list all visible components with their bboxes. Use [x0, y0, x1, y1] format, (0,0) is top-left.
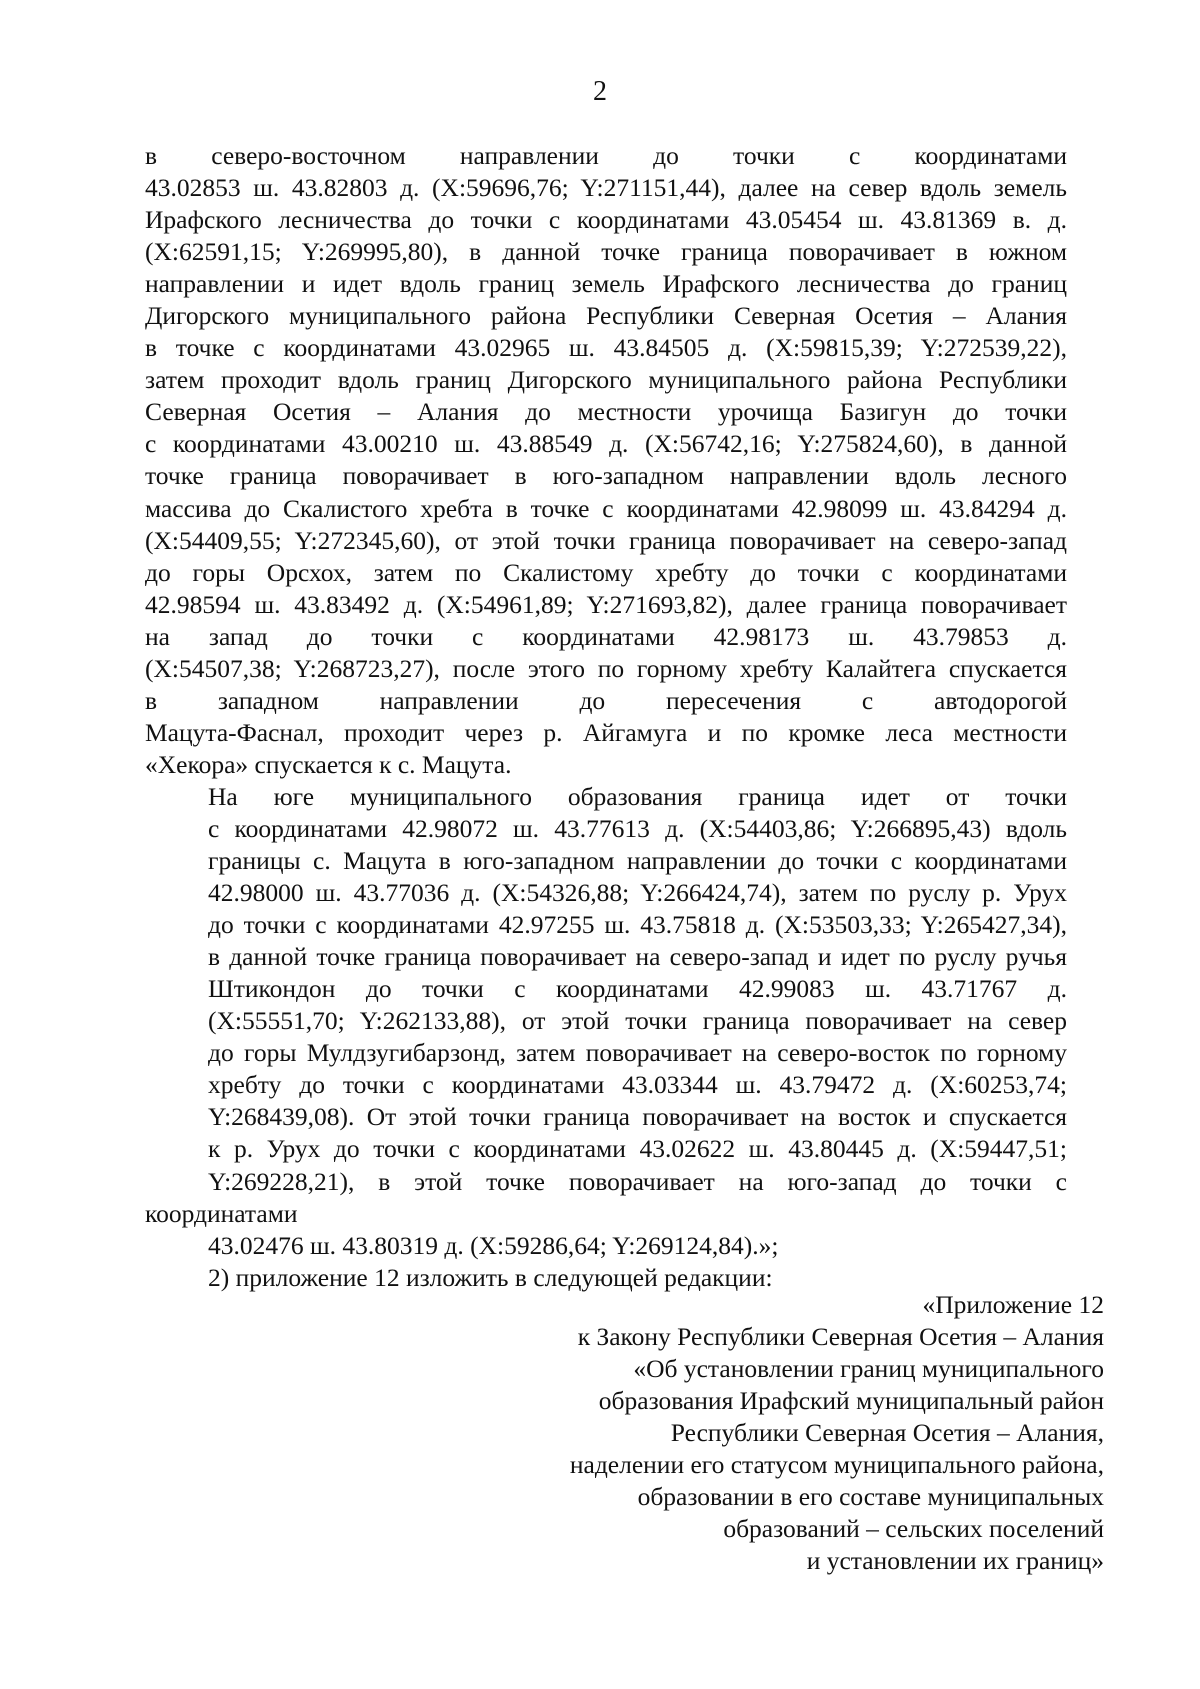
appendix-header-line: образований – сельских поселений [723, 1514, 1104, 1544]
text-line: На юге муниципального образования граница идет от точки [208, 781, 1067, 811]
text-line: массива до Скалистого хребта в точке с координатами 42.98099 ш. 43.84294 д. [145, 493, 1067, 523]
text-line: (X:55551,70; Y:262133,88), от этой точки граница поворачивает на север [208, 1006, 1067, 1036]
text-line: хребту до точки с координатами 43.03344 ш. 43.79472 д. (X:60253,74; [208, 1070, 1067, 1100]
appendix-header-line: образовании в его составе муниципальных [637, 1482, 1104, 1512]
text-line: затем проходит вдоль границ Дигорского муниципального района Республики [145, 365, 1067, 395]
text-line: Мацута-Фаснал, проходит через р. Айгамуга и по кромке леса местности [145, 717, 1067, 747]
text-line: в северо-восточном направлении до точки с координатами [145, 141, 1067, 170]
text-line: до горы Мулдзугибарзонд, затем поворачивает на северо-восток по горному [208, 1038, 1067, 1068]
boundary-description-north [145, 140, 1067, 781]
appendix-header-line: и установлении их границ» [806, 1546, 1104, 1576]
text-line: (X:54507,38; Y:268723,27), после этого по горному хребту Калайтега спускается [145, 653, 1067, 683]
amendment-text: 2) приложение 12 изложить в следующей редакции: [208, 1262, 773, 1292]
text-line: Дигорского муниципального района Республики Северная Осетия – Алания [145, 301, 1067, 331]
text-line: «Хекора» спускается к с. Мацута. [145, 749, 512, 779]
text-line: Y:268439,08). От этой точки граница поворачивает на восток и спускается [208, 1102, 1067, 1132]
page-number: 2 [593, 76, 607, 107]
text-line: с координатами 42.98072 ш. 43.77613 д. (X:54403,86; Y:266895,43) вдоль [208, 813, 1067, 843]
text-line: 43.02853 ш. 43.82803 д. (X:59696,76; Y:271151,44), далее на север вдоль земель [145, 173, 1067, 203]
text-line: 42.98594 ш. 43.83492 д. (X:54961,89; Y:271693,82), далее граница поворачивает [145, 589, 1067, 619]
text-line: Северная Осетия – Алания до местности урочища Базигун до точки [145, 397, 1067, 427]
appendix-header-line: «Приложение 12 [922, 1290, 1104, 1319]
text-line: направлении и идет вдоль границ земель Ирафского лесничества до границ [145, 269, 1067, 299]
text-line: (X:54409,55; Y:272345,60), от этой точки граница поворачивает на северо-запад [145, 525, 1067, 555]
appendix-header [400, 1289, 1104, 1577]
appendix-header-line: к Закону Республики Северная Осетия – Алания [577, 1322, 1104, 1352]
appendix-header-line: наделении его статусом муниципального района, [569, 1450, 1104, 1480]
text-line: границы с. Мацута в юго-западном направлении до точки с координатами [208, 846, 1067, 876]
text-line: на запад до точки с координатами 42.98173 ш. 43.79853 д. [145, 621, 1067, 651]
text-line: (X:62591,15; Y:269995,80), в данной точке граница поворачивает в южном [145, 237, 1067, 267]
text-line: Y:269228,21), в этой точке поворачивает на юго-запад до точки с координатами [145, 1166, 1067, 1228]
appendix-header-line: образования Ирафский муниципальный район [598, 1386, 1104, 1416]
boundary-description-south [145, 781, 1067, 1262]
text-line: в точке с координатами 43.02965 ш. 43.84505 д. (X:59815,39; Y:272539,22), [145, 333, 1067, 363]
text-line: в западном направлении до пересечения с автодорогой [145, 685, 1067, 715]
text-line: Ирафского лесничества до точки с координатами 43.05454 ш. 43.81369 в. д. [145, 205, 1067, 235]
text-line: точке граница поворачивает в юго-западном направлении вдоль лесного [145, 461, 1067, 491]
text-line: до горы Орсхох, затем по Скалистому хребту до точки с координатами [145, 557, 1067, 587]
text-line: с координатами 43.00210 ш. 43.88549 д. (X:56742,16; Y:275824,60), в данной [145, 429, 1067, 459]
text-line: в данной точке граница поворачивает на северо-запад и идет по руслу ручья [208, 942, 1067, 972]
document-body [145, 140, 1067, 1294]
text-line: к р. Урух до точки с координатами 43.02622 ш. 43.80445 д. (X:59447,51; [208, 1134, 1067, 1164]
appendix-header-line: «Об установлении границ муниципального [633, 1354, 1104, 1384]
text-line: 42.98000 ш. 43.77036 д. (X:54326,88; Y:266424,74), затем по руслу р. Урух [208, 878, 1067, 908]
text-line: 43.02476 ш. 43.80319 д. (X:59286,64; Y:269124,84).»; [208, 1230, 779, 1260]
appendix-header-line: Республики Северная Осетия – Алания, [670, 1418, 1104, 1448]
text-line: Штикондон до точки с координатами 42.99083 ш. 43.71767 д. [208, 974, 1067, 1004]
text-line: до точки с координатами 42.97255 ш. 43.75818 д. (X:53503,33; Y:265427,34), [208, 910, 1067, 940]
